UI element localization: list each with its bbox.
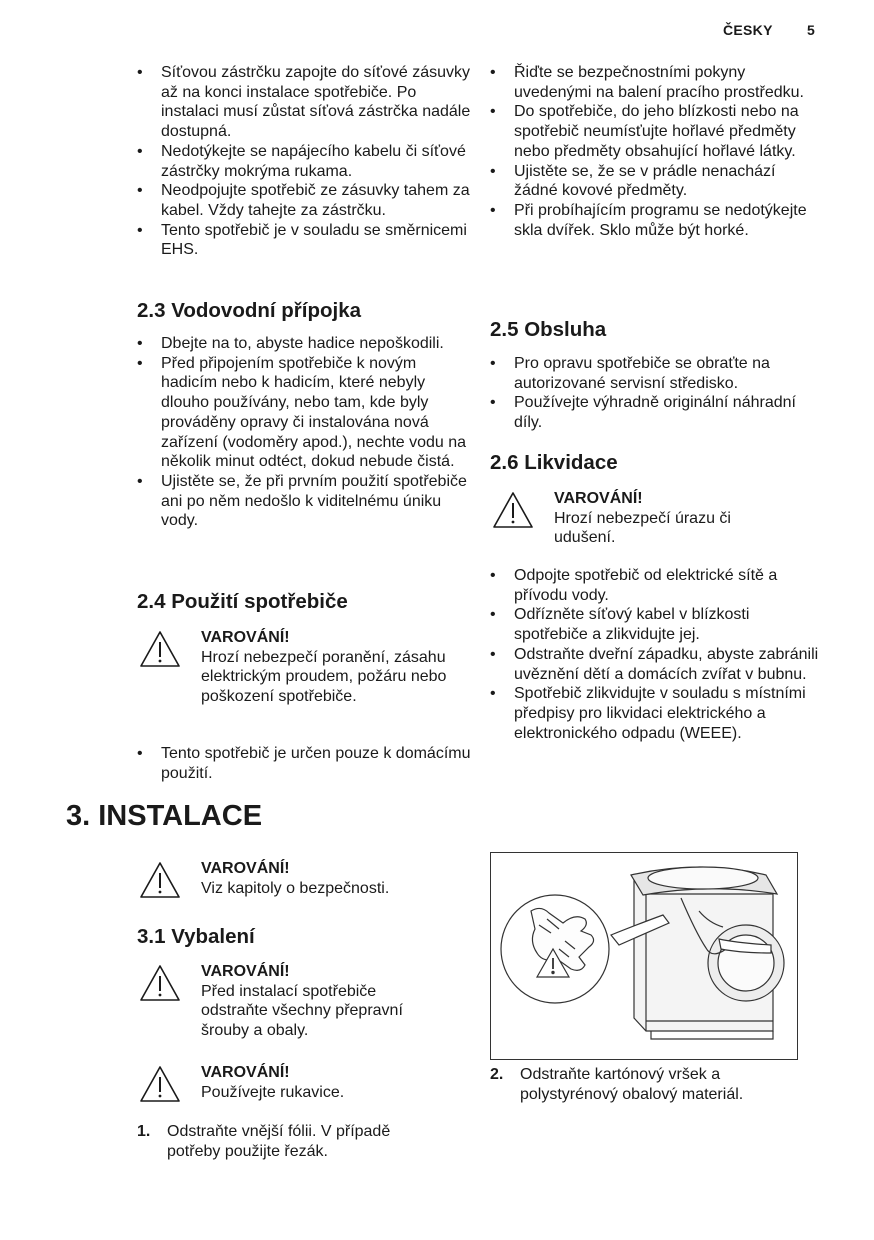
right-column-top — [490, 63, 820, 240]
warning-triangle-icon — [139, 964, 181, 1002]
list-item: • Do spotřebiče, do jeho blízkosti nebo na spotřebič neumísťujte hořlavé předměty nebo předměty obsahující hořlavé látky. — [490, 102, 820, 161]
list-item: • Nedotýkejte se napájecího kabelu či síťové zástrčky mokrýma rukama. — [137, 142, 472, 181]
warning-box — [139, 1063, 469, 1105]
list-item: • Před připojením spotřebiče k novým hadicím nebo k hadicím, které nebyly dlouho používány, nebo tam, kde byly prováděny opravy či instalována nová zařízení (vodoměry apod.), nechte vodu na několik minut odtéct, dokud nebude čistá. — [137, 354, 472, 472]
page-number: 5 — [807, 22, 816, 38]
left-column-top — [137, 63, 472, 260]
step-text: Odstraňte vnější fólii. V případě potřeby použijte řezák. — [167, 1123, 391, 1160]
list-item: • Odřízněte síťový kabel v blízkosti spotřebiče a zlikvidujte jej. — [490, 605, 820, 644]
warning-title: VAROVÁNÍ! — [554, 490, 643, 507]
warning-triangle-icon — [139, 861, 181, 899]
list-item: • Ujistěte se, že se v prádle nenachází žádné kovové předměty. — [490, 162, 820, 201]
list-item: • Používejte výhradně originální náhradní díly. — [490, 393, 820, 432]
right-top-bullet-list — [490, 63, 820, 240]
warning-text: Viz kapitoly o bezpečnosti. — [201, 879, 390, 897]
warning-triangle-icon — [139, 1065, 181, 1103]
washing-machine-unpacking-illustration — [491, 853, 797, 1059]
warning-triangle-icon — [492, 491, 534, 529]
section-2-5-body — [490, 354, 820, 433]
list-item: • Síťovou zástrčku zapojte do síťové zásuvky až na konci instalace spotřebiče. Po instalaci musí zůstat síťová zástrčka nadále dostupná. — [137, 63, 472, 142]
list-item: • Odstraňte dveřní západku, abyste zabránili uvěznění dětí a domácích zvířat v bubnu. — [490, 645, 820, 684]
list-item: • Neodpojujte spotřebič ze zásuvky tahem za kabel. Vždy tahejte za zástrčku. — [137, 181, 472, 220]
list-item: • Pro opravu spotřebiče se obraťte na autorizované servisní středisko. — [490, 354, 820, 393]
step-list-left — [137, 1122, 437, 1161]
warning-title: VAROVÁNÍ! — [201, 1064, 290, 1081]
illustration-frame — [490, 852, 798, 1060]
warning-text: Hrozí nebezpečí úrazu či udušení. — [554, 509, 731, 547]
warning-box — [139, 962, 469, 1044]
step-number: 1. — [137, 1123, 151, 1140]
section-2-4-title: 2.4 Použití spotřebiče — [137, 590, 348, 613]
warning-title: VAROVÁNÍ! — [201, 860, 290, 877]
list-item: • Dbejte na to, abyste hadice nepoškodili. — [137, 334, 472, 354]
section-2-5-title: 2.5 Obsluha — [490, 318, 607, 341]
section-2-6-bullet-list — [490, 566, 820, 743]
section-2-3-title: 2.3 Vodovodní přípojka — [137, 299, 362, 322]
section-2-3-body — [137, 334, 472, 531]
step-number: 2. — [490, 1066, 504, 1083]
warning-text: Před instalací spotřebiče odstraňte všechny přepravní šrouby a obaly. — [201, 982, 403, 1040]
section-2-4-bullet-list — [137, 744, 472, 783]
chapter-3-title: 3. INSTALACE — [66, 800, 263, 832]
header-language: ČESKY — [723, 22, 773, 38]
list-item: • Spotřebič zlikvidujte v souladu s místními předpisy pro likvidaci elektrického a elektronického odpadu (WEEE). — [490, 684, 820, 743]
list-item: • Ujistěte se, že při prvním použití spotřebiče ani po něm nedošlo k viditelnému úniku vody. — [137, 472, 472, 531]
section-2-5-bullet-list — [490, 354, 820, 433]
warning-text: Hrozí nebezpečí poranění, zásahu elektrickým proudem, požáru nebo poškození spotřebiče. — [201, 648, 447, 706]
list-item: • Řiďte se bezpečnostními pokyny uvedenými na balení pracího prostředku. — [490, 63, 820, 102]
step-list-right — [490, 1065, 790, 1104]
warning-title: VAROVÁNÍ! — [201, 629, 290, 646]
warning-box — [492, 489, 822, 551]
list-item — [490, 1065, 790, 1104]
list-item — [137, 1122, 437, 1161]
step-text: Odstraňte kartónový vršek a polystyrénový obalový materiál. — [520, 1066, 744, 1103]
warning-box — [139, 859, 469, 901]
section-2-3-bullet-list — [137, 334, 472, 531]
list-item: • Odpojte spotřebič od elektrické sítě a přívodu vody. — [490, 566, 820, 605]
list-item: • Tento spotřebič je v souladu se směrnicemi EHS. — [137, 221, 472, 260]
section-2-4-body — [137, 744, 472, 783]
warning-triangle-icon — [139, 630, 181, 668]
list-item: • Při probíhajícím programu se nedotýkejte skla dvířek. Sklo může být horké. — [490, 201, 820, 240]
warning-title: VAROVÁNÍ! — [201, 963, 290, 980]
section-2-6-title: 2.6 Likvidace — [490, 451, 618, 474]
list-item: • Tento spotřebič je určen pouze k domácímu použití. — [137, 744, 472, 783]
section-3-1-title: 3.1 Vybalení — [137, 925, 255, 948]
left-top-bullet-list — [137, 63, 472, 260]
warning-text: Používejte rukavice. — [201, 1083, 345, 1101]
warning-box — [139, 628, 469, 728]
section-2-6-body — [490, 566, 820, 743]
